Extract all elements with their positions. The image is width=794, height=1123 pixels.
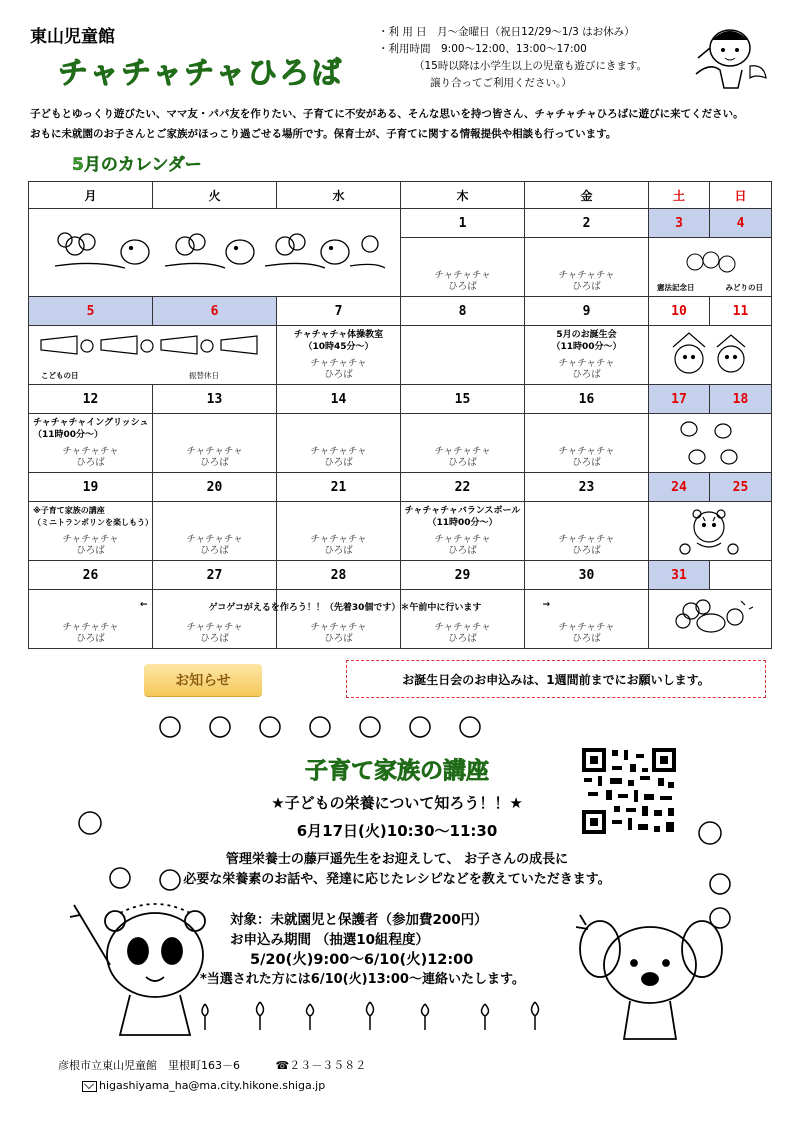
date-13: 13 — [153, 385, 277, 414]
koinobori-illustration — [37, 332, 267, 362]
hiroba-label: チャチャチャ ひろば — [558, 270, 615, 292]
date-3: 3 — [649, 209, 710, 238]
date-17: 17 — [649, 385, 710, 414]
day-21-cell — [277, 502, 401, 561]
day-8-cell — [401, 326, 525, 385]
notice-box: お誕生日会のお申込みは、1週間前までにお願いします。 — [346, 660, 766, 698]
hiroba-label: チャチャチャ ひろば — [310, 446, 367, 468]
date-11: 11 — [710, 297, 772, 326]
date-30: 30 — [525, 561, 649, 590]
date-26: 26 — [29, 561, 153, 590]
weekday-thu: 木 — [401, 182, 525, 209]
course-target: 対象：未就園児と保護者（参加費200円） — [230, 912, 488, 928]
holiday-midori: みどりの日 — [725, 283, 763, 292]
holiday-kenpo: 憲法記念日 — [657, 283, 695, 292]
day-1-cell — [401, 238, 525, 297]
course-date: 6月17日(火)10:30～11:30 — [296, 822, 498, 840]
footer-address: 彦根市立東山児童館 里根町163－6 — [58, 1059, 240, 1072]
footer-contact-line — [58, 1056, 366, 1076]
week-3-dates — [29, 385, 772, 414]
course-period-label: お申込み期間 （抽選10組程度） — [230, 932, 429, 948]
kabuto-kids-illustration — [661, 329, 761, 381]
day-7-cell — [277, 326, 401, 385]
usage-info — [378, 24, 647, 92]
event-taiso: チャチャチャ体操教室 （10時45分～） — [293, 330, 384, 352]
hiroba-label: チャチャチャ ひろば — [186, 534, 243, 556]
hiroba-label: チャチャチャ ひろば — [434, 622, 491, 644]
calendar-title: 5月のカレンダー — [72, 155, 202, 175]
intro-line-2: おもに未就園のお子さんとご家族がほっこり過ごせる場所です。保育士が、子育てに関する情報提供や相談も行っています。 — [30, 128, 617, 140]
date-15: 15 — [401, 385, 525, 414]
holiday-5-6-cell — [29, 326, 277, 385]
date-25: 25 — [710, 473, 772, 502]
date-9: 9 — [525, 297, 649, 326]
course-period: 5/20(火)9:00～6/10(火)12:00 — [250, 952, 474, 968]
date-31: 31 — [649, 561, 710, 590]
weekday-sat: 土 — [649, 182, 710, 209]
qr-code[interactable] — [580, 746, 678, 836]
info-note-1: （15時以降は小学生以上の児童も遊びにきます。 — [414, 60, 648, 72]
day-15-cell — [401, 414, 525, 473]
dog-illustration — [560, 905, 740, 1045]
course-details — [200, 910, 525, 990]
chicks-flowers-illustration — [35, 216, 395, 286]
holiday-3-4-cell — [649, 238, 772, 297]
hiroba-label: チャチャチャ ひろば — [434, 270, 491, 292]
week-2-dates — [29, 297, 772, 326]
hiroba-label: チャチャチャ ひろば — [434, 446, 491, 468]
brand-title: チャチャチャひろば — [58, 56, 344, 91]
week-4-body — [29, 502, 772, 561]
date-empty — [710, 561, 772, 590]
date-7: 7 — [277, 297, 401, 326]
day-19-cell — [29, 502, 153, 561]
hiroba-label: チャチャチャ ひろば — [558, 446, 615, 468]
hiroba-label: チャチャチャ ひろば — [558, 358, 615, 380]
weekend-17-18-cell — [649, 414, 772, 473]
week-4-dates — [29, 473, 772, 502]
chicks-small-illustration — [675, 417, 745, 469]
weekend-10-11-cell — [649, 326, 772, 385]
hiroba-label: チャチャチャ ひろば — [310, 534, 367, 556]
day-12-cell — [29, 414, 153, 473]
weekday-tue: 火 — [153, 182, 277, 209]
info-note-2: 譲り合ってご利用ください。） — [430, 77, 572, 89]
footer-tel: ☎２３－３５８２ — [275, 1059, 367, 1072]
notice-label: お知らせ — [144, 664, 262, 696]
gekko-event-row — [140, 600, 550, 613]
hiroba-label: チャチャチャ ひろば — [434, 534, 491, 556]
event-birthday: 5月のお誕生会 （11時00分～） — [551, 330, 622, 352]
date-24: 24 — [649, 473, 710, 502]
event-balance: チャチャチャバランスボール （11時00分～） — [404, 506, 521, 528]
course-note: *当選された方には6/10(火)13:00～連絡いたします。 — [200, 972, 525, 987]
date-1: 1 — [401, 209, 525, 238]
weekday-sun: 日 — [710, 182, 772, 209]
mice-illustration — [681, 242, 741, 278]
kintaro-mascot-illustration — [690, 18, 770, 92]
week-1-dates — [29, 209, 772, 238]
mail-icon — [82, 1081, 97, 1092]
hiroba-label: チャチャチャ ひろば — [186, 622, 243, 644]
date-8: 8 — [401, 297, 525, 326]
holiday-kodomo: こどもの日 — [41, 371, 79, 380]
holiday-furikae: 振替休日 — [189, 371, 219, 380]
date-27: 27 — [153, 561, 277, 590]
hiroba-label: チャチャチャ ひろば — [62, 446, 119, 468]
date-28: 28 — [277, 561, 401, 590]
day-22-cell — [401, 502, 525, 561]
day-13-cell — [153, 414, 277, 473]
hiroba-label: チャチャチャ ひろば — [62, 622, 119, 644]
event-english: チャチャチャイングリッシュ （11時00分～） — [33, 418, 149, 440]
info-hours: ・利用時間 9:00～12:00、13:00～17:00 — [378, 43, 587, 55]
day-26-cell — [29, 590, 153, 649]
date-2: 2 — [525, 209, 649, 238]
tiger-illustration — [675, 505, 745, 557]
day-9-cell — [525, 326, 649, 385]
day-16-cell — [525, 414, 649, 473]
week-2-body — [29, 326, 772, 385]
day-23-cell — [525, 502, 649, 561]
event-kouza: ※子育て家族の講座 （ミニトランポリンを楽しもう） — [33, 506, 153, 527]
date-21: 21 — [277, 473, 401, 502]
intro-line-1: 子どもとゆっくり遊びたい、ママ友・パパ友を作りたい、子育てに不安がある、そんな思いを持つ皆さん、チャチャチャひろばに遊びに来てください。 — [30, 108, 744, 120]
date-18: 18 — [710, 385, 772, 414]
date-23: 23 — [525, 473, 649, 502]
facility-name: 東山児童館 — [30, 27, 115, 47]
date-6: 6 — [153, 297, 277, 326]
hiroba-label: チャチャチャ ひろば — [558, 534, 615, 556]
date-5: 5 — [29, 297, 153, 326]
weekend-24-25-cell — [649, 502, 772, 561]
footer — [58, 1056, 366, 1096]
date-16: 16 — [525, 385, 649, 414]
hiroba-label: チャチャチャ ひろば — [62, 534, 119, 556]
course-desc-line-2: 必要な栄養素のお話や、発達に応じたレシピなどを教えていただきます。 — [183, 872, 611, 887]
date-10: 10 — [649, 297, 710, 326]
day-2-cell — [525, 238, 649, 297]
week-5-body — [29, 590, 772, 649]
calendar-table — [28, 181, 772, 649]
frog-flowers-illustration — [661, 595, 761, 643]
flower-stems-illustration — [185, 998, 555, 1034]
hiroba-label: チャチャチャ ひろば — [310, 622, 367, 644]
arrow-right-icon: → — [542, 600, 550, 610]
intro-text — [30, 104, 744, 144]
week-5-dates — [29, 561, 772, 590]
day-30-cell — [525, 590, 649, 649]
footer-email-line — [58, 1076, 366, 1096]
date-19: 19 — [29, 473, 153, 502]
hiroba-label: チャチャチャ ひろば — [186, 446, 243, 468]
day-14-cell — [277, 414, 401, 473]
flower-row-illustration — [150, 712, 530, 742]
date-29: 29 — [401, 561, 525, 590]
day-29-cell — [401, 590, 525, 649]
weekday-mon: 月 — [29, 182, 153, 209]
course-subtitle: ★子どもの栄養について知ろう！！★ — [271, 794, 523, 812]
weekday-wed: 水 — [277, 182, 401, 209]
info-days: ・利 用 日 月～金曜日（祝日12/29～1/3 はお休み） — [378, 26, 635, 38]
weekday-header-row — [29, 182, 772, 209]
arrow-left-icon: ← — [140, 600, 148, 610]
weekend-31-cell — [649, 590, 772, 649]
day-28-cell — [277, 590, 401, 649]
course-title: 子育て家族の講座 — [305, 758, 489, 784]
chicks-illustration-cell — [29, 209, 401, 297]
footer-email[interactable]: higashiyama_ha@ma.city.hikone.shiga.jp — [99, 1079, 326, 1092]
hiroba-label: チャチャチャ ひろば — [310, 358, 367, 380]
day-20-cell — [153, 502, 277, 561]
day-27-cell — [153, 590, 277, 649]
hiroba-label: チャチャチャ ひろば — [558, 622, 615, 644]
weekday-fri: 金 — [525, 182, 649, 209]
date-22: 22 — [401, 473, 525, 502]
date-20: 20 — [153, 473, 277, 502]
course-desc-line-1: 管理栄養士の藤戸遥先生をお迎えして、 お子さんの成長に — [225, 852, 569, 867]
course-description — [0, 850, 794, 890]
date-12: 12 — [29, 385, 153, 414]
week-3-body — [29, 414, 772, 473]
event-gekko: ゲコゲコがえるを作ろう！！（先着30個です）＊午前中に行います — [208, 603, 482, 613]
date-4: 4 — [710, 209, 772, 238]
date-14: 14 — [277, 385, 401, 414]
